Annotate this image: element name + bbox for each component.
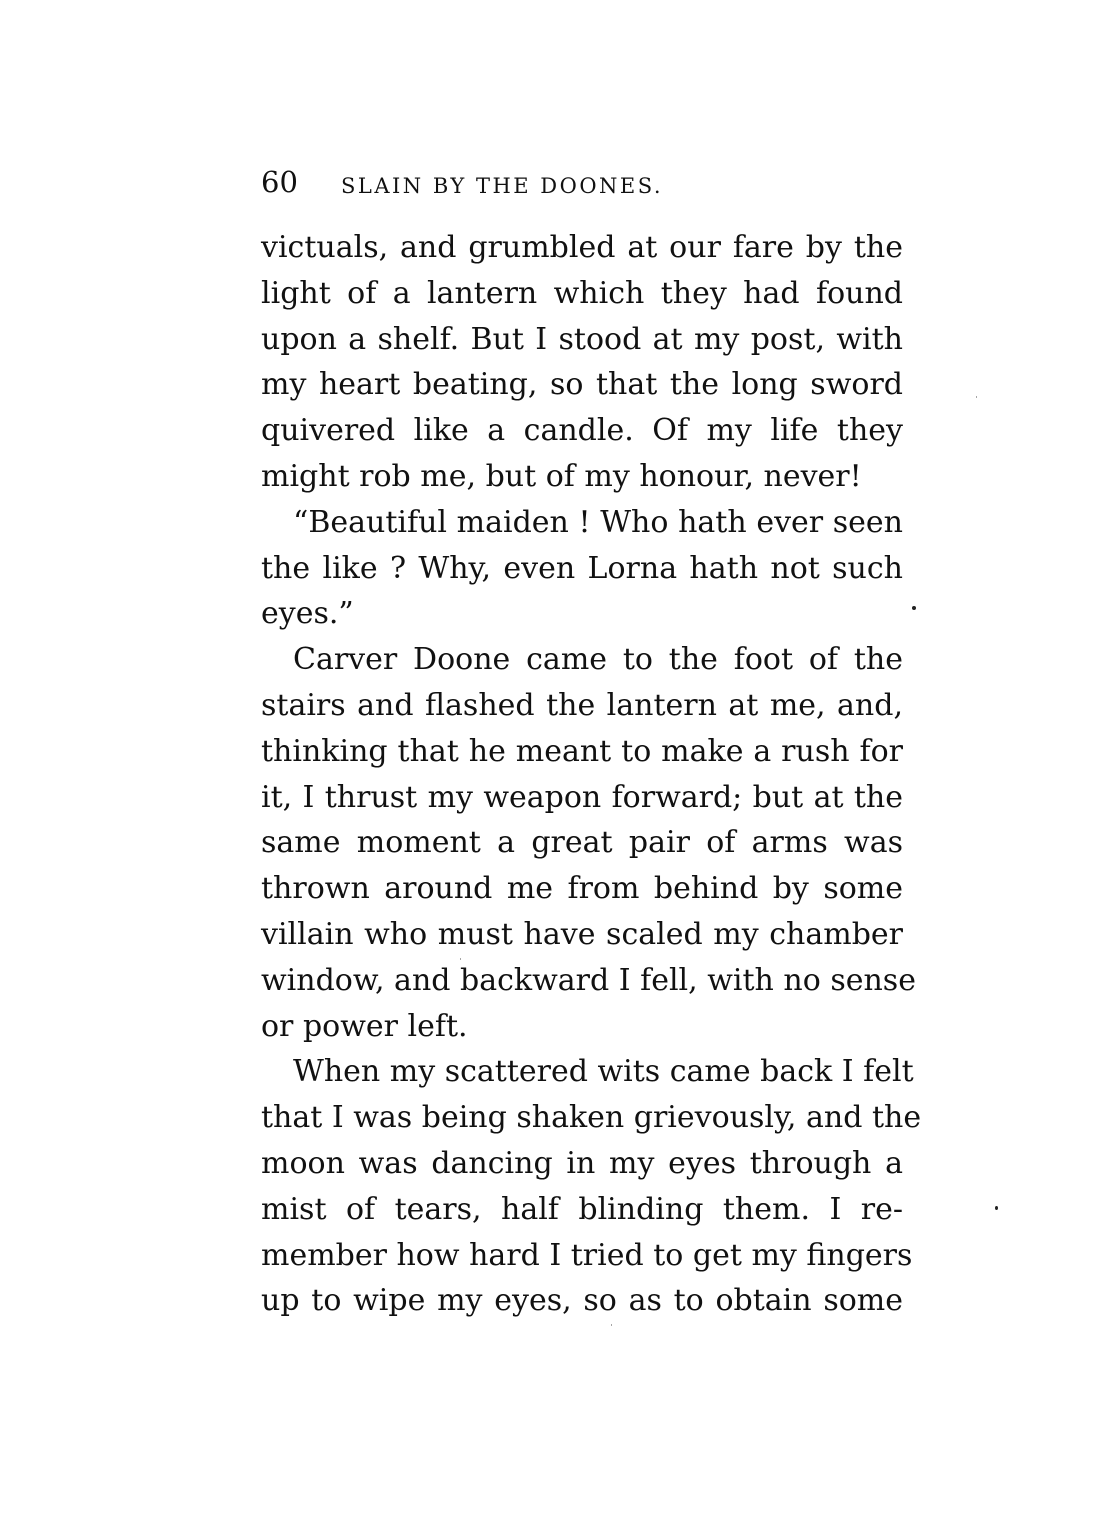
- text-line: my heart beating, so that the long sword: [261, 367, 903, 403]
- text-line: the like ? Why, even Lorna hath not such: [261, 550, 903, 586]
- text-line: same moment a great pair of arms was: [261, 825, 903, 861]
- body-text: [261, 225, 922, 1324]
- paragraph-3: [261, 637, 916, 1049]
- text-line: member how hard I tried to get my fingers: [261, 1237, 913, 1273]
- text-line: up to wipe my eyes, so as to obtain some: [261, 1283, 903, 1319]
- text-line: “Beautiful maiden ! Who hath ever seen: [293, 504, 903, 540]
- scan-speck: [912, 606, 916, 610]
- text-line: moon was dancing in my eyes through a: [261, 1145, 903, 1181]
- text-line: stairs and flashed the lantern at me, and,: [261, 687, 903, 723]
- paragraph-2: [261, 500, 903, 637]
- text-line: window, and backward I fell, with no sense: [261, 962, 916, 998]
- text-line: Carver Doone came to the foot of the: [293, 642, 903, 678]
- page-number: 60: [261, 165, 298, 199]
- scan-speck: [611, 1324, 612, 1326]
- text-line: eyes.”: [261, 596, 354, 632]
- scan-speck: [995, 1206, 998, 1210]
- text-line: might rob me, but of my honour, never!: [261, 458, 862, 494]
- text-line: When my scattered wits came back I felt: [293, 1054, 914, 1090]
- page-header: [261, 160, 903, 204]
- paragraph-1: [261, 225, 903, 500]
- scan-speck: [460, 958, 461, 960]
- running-title: SLAIN BY THE DOONES.: [341, 174, 664, 198]
- text-line: thinking that he meant to make a rush for: [261, 733, 903, 769]
- text-line: mist of tears, half blinding them. I re-: [261, 1191, 903, 1227]
- text-line: that I was being shaken grievously, and the: [261, 1100, 922, 1136]
- text-line: upon a shelf. But I stood at my post, with: [261, 321, 903, 357]
- text-line: quivered like a candle. Of my life they: [261, 413, 903, 449]
- text-line: or power left.: [261, 1008, 468, 1044]
- paragraph-4: [261, 1049, 922, 1324]
- scan-speck: [976, 396, 977, 398]
- text-line: villain who must have scaled my chamber: [261, 916, 903, 952]
- text-line: victuals, and grumbled at our fare by the: [261, 230, 903, 265]
- text-line: it, I thrust my weapon forward; but at the: [261, 779, 903, 815]
- text-line: thrown around me from behind by some: [261, 871, 903, 907]
- text-line: light of a lantern which they had found: [261, 275, 903, 311]
